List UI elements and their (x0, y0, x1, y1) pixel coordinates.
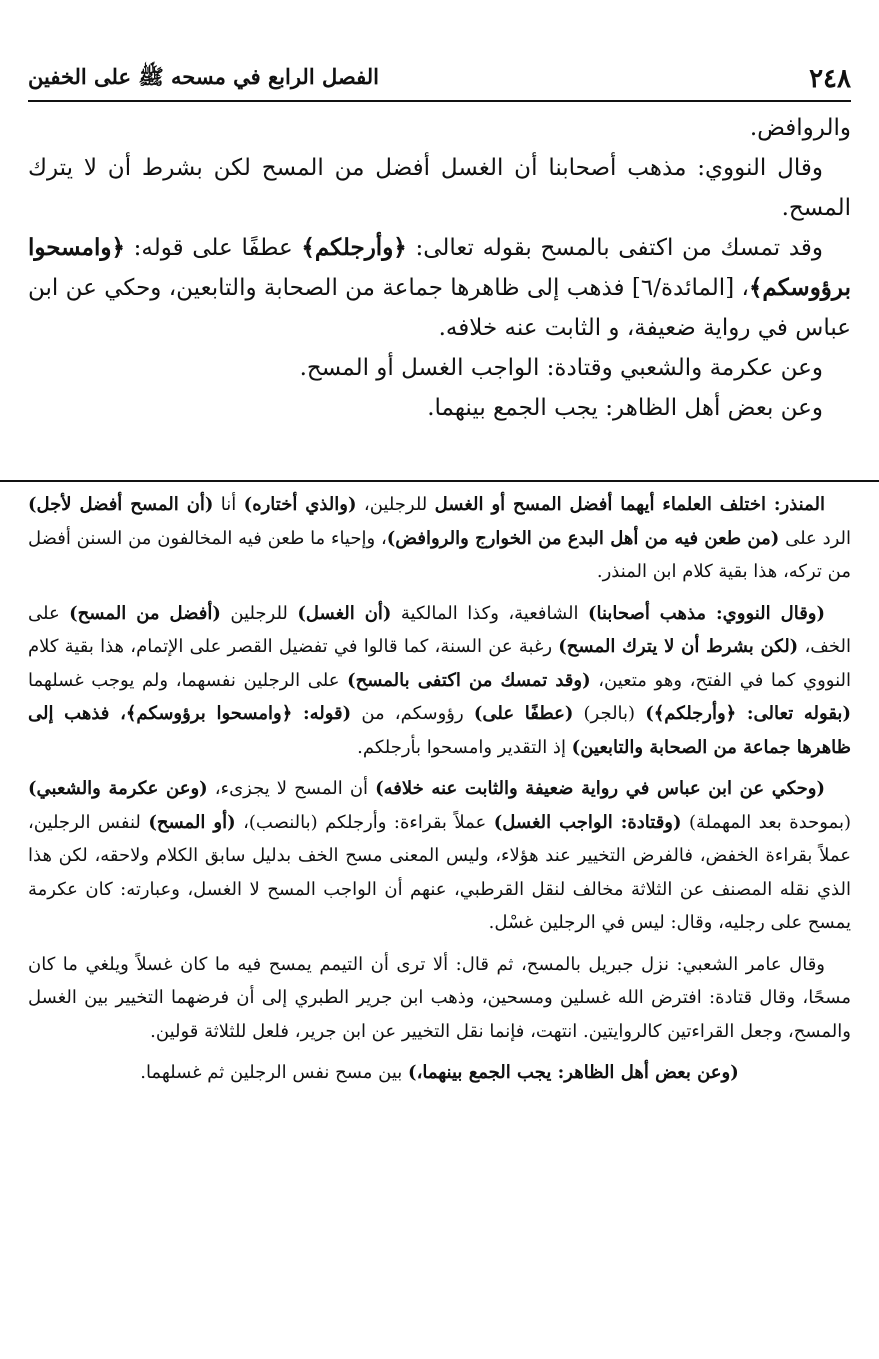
commentary-paragraph-1 (28, 488, 851, 589)
commentary-segment: رؤوسكم، من (351, 703, 474, 724)
commentary-segment: (وقتادة: الواجب الغسل) (493, 811, 682, 833)
commentary-segment: (وقال النووي: مذهب أصحابنا) (587, 602, 826, 624)
commentary-segment: (والذي أختاره) (243, 494, 357, 515)
quran-quote-wamsahu: ﴿وامسحوا برؤوسكم﴾ (28, 234, 851, 301)
commentary-segment: (أفضل من المسح) (69, 602, 221, 624)
commentary-segment: (لكن بشرط أن لا يترك المسح) (558, 636, 799, 657)
commentary-paragraph-4 (28, 948, 851, 1049)
main-p3-part-c: عطفًا على قوله: (124, 235, 302, 261)
quran-quote-arjulakum: ﴿وأرجلكم﴾ (301, 234, 407, 261)
main-paragraph-1: والروافض. (749, 115, 851, 141)
commentary-segment: (بقوله تعالى: ﴿وأرجلكم﴾) (645, 703, 851, 724)
main-paragraph-2: وقال النووي: مذهب أصحابنا أن الغسل أفضل من المسح لكن بشرط أن لا يترك المسح. (28, 155, 851, 221)
commentary-segment: الرد على (779, 527, 851, 549)
commentary-paragraph-2 (28, 597, 851, 765)
commentary-segment: (أن المسح أفضل لأجل) (28, 494, 214, 515)
commentary-segment: وقال عامر الشعبي: نزل جبريل بالمسح، ثم قال: ألا ترى أن التيمم يمسح فيه ما كان غسلاً ويلغي ما كان مسحًا، وقال قتادة: افترض الله غسلين ومسحين، وذهب ابن جرير الطبري إلى أن فرضهما التخيير بين الغسل والمسح، وجعل القراءتين كالروايتين. انتهت، فإنما نقل التخيير عن ابن جرير، فلعل للثلاثة قولين. (28, 953, 851, 1042)
commentary-segment: أنا (213, 494, 244, 515)
commentary-segment: ، وإحياء ما طعن فيه المخالفون من السنن أفضل من تركه، هذا بقية كلام ابن المنذر. (28, 527, 851, 582)
commentary-paragraph-3 (28, 772, 851, 940)
commentary-segment: (وعن بعض أهل الظاهر: يجب الجمع بينهما،) (408, 1062, 739, 1083)
main-paragraph-4: وعن عكرمة والشعبي وقتادة: الواجب الغسل أو المسح. (299, 355, 823, 381)
commentary-divider (0, 480, 879, 482)
commentary-segment: (بموحدة بعد المهملة) (681, 811, 851, 833)
commentary-segment: (عطفًا على) (473, 703, 574, 724)
page-header (28, 58, 851, 102)
commentary-segment: عملاً بقراءة: وأرجلكم (بالنصب)، (235, 811, 494, 833)
main-paragraph-5: وعن بعض أهل الظاهر: يجب الجمع بينهما. (427, 395, 823, 421)
commentary-segment: للرجلين، (356, 494, 435, 515)
commentary-segment: إذ التقدير وامسحوا بأرجلكم. (357, 736, 572, 758)
commentary-segment: المنذر: اختلف العلماء أيهما أفضل المسح أو الغسل (434, 494, 825, 515)
commentary-segment: للرجلين (220, 602, 298, 624)
commentary (28, 488, 851, 1098)
commentary-segment: رغبة عن السنة، كما قالوا في تفضيل القصر على الإتمام، هذا بقية كلام النووي كما في الفتح، وهو متعين، (28, 636, 851, 691)
commentary-segment: (أن الغسل) (297, 602, 392, 624)
main-p3-part-e: ، [المائدة/٦] فذهب إلى ظاهرها جماعة من الصحابة والتابعين، وحكي عن ابن عباس في رواية ضعيفة، و الثابت عنه خلافه. (28, 275, 851, 341)
commentary-segment: (أو المسح) (148, 811, 236, 833)
commentary-segment: (من طعن فيه من أهل البدع من الخوارج والروافض) (386, 527, 780, 549)
main-paragraph-3 (28, 228, 851, 348)
main-p3-part-a: وقد تمسك من اكتفى بالمسح بقوله تعالى: (406, 235, 823, 261)
commentary-segment: بين مسح نفس الرجلين ثم غسلهما. (140, 1062, 409, 1083)
commentary-segment: (وعن عكرمة والشعبي) (28, 778, 208, 799)
commentary-segment: الشافعية، وكذا المالكية (391, 602, 588, 624)
commentary-segment: (وحكي عن ابن عباس في رواية ضعيفة والثابت عنه خلافه) (375, 778, 825, 799)
page-number: ٢٤٨ (809, 64, 851, 94)
running-title: الفصل الرابع في مسحه ﷺ على الخفين (28, 63, 379, 89)
main-text (28, 108, 851, 428)
commentary-segment: على الخف، (28, 602, 851, 657)
commentary-segment: (بالجر) (573, 703, 646, 724)
commentary-segment: أن المسح لا يجزىء، (207, 778, 376, 799)
commentary-segment: (وقد تمسك من اكتفى بالمسح) (347, 669, 591, 691)
commentary-paragraph-5 (28, 1056, 851, 1090)
commentary-segment: على الرجلين نفسهما، ولم يوجب غسلهما (28, 669, 348, 691)
commentary-segment: لنفس الرجلين، عملاً بقراءة الخفض، فالفرض التخيير عند هؤلاء، وليس المعنى مسح الخف بدليل سابق الكلام ولاحقه، لكن هذا الذي نقله المصنف عن الثلاثة مخالف لنقل القرطبي، عنهم أن الواجب المسح لا الغسل، وعبارته: كان عكرمة يمسح على رجليه، وقال: ليس في الرجلين غسْل. (28, 811, 851, 933)
commentary-segment: (قوله: ﴿وامسحوا برؤوسكم﴾، فذهب إلى ظاهرها جماعة من الصحابة والتابعين) (28, 703, 851, 758)
